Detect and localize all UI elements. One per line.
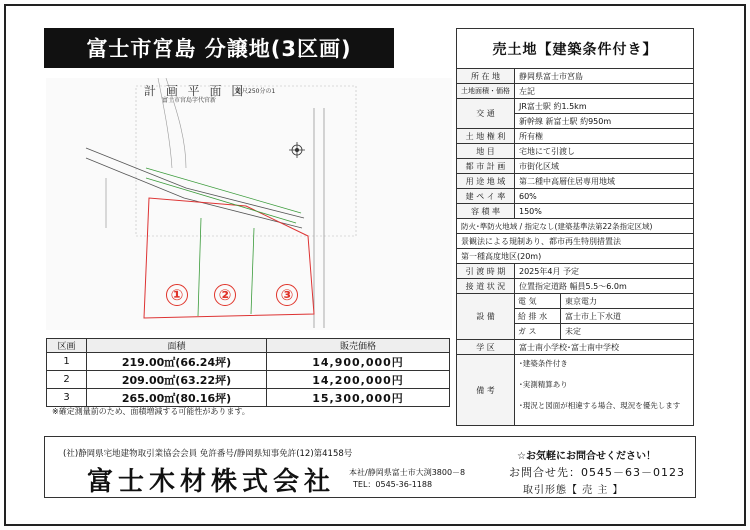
value-transport-2: 新幹線 新富士駅 約950m: [519, 116, 612, 126]
footer: [44, 436, 696, 498]
company-name: 富士木材株式会社: [87, 467, 336, 497]
plan-place: 富士市宮島字代官新: [162, 97, 217, 104]
lot-no: 3: [47, 389, 87, 407]
row-category: [457, 144, 693, 159]
facilities-values: [515, 294, 693, 339]
value-road: 位置指定道路 幅員5.5～6.0m: [519, 281, 627, 291]
remark-item: ･現況と図面が相違する場合、現況を優先します: [519, 401, 681, 410]
company-tel: TEL：0545-36-1188: [353, 480, 433, 489]
transaction-mode: 取引形態【 売 主 】: [523, 485, 624, 496]
value-area-price: 左記: [519, 86, 535, 96]
value-gas: 未定: [565, 327, 581, 336]
site-plan-map: [46, 78, 452, 330]
label-road: 接 道 状 況: [457, 279, 515, 293]
remark-item: ･建築条件付き: [519, 359, 568, 368]
facility-electric: [515, 294, 693, 309]
area-note: ※確定測量前のため、面積増減する可能性があります。: [52, 407, 250, 416]
label-gas: ガ ス: [515, 324, 561, 339]
lot-price: 15,300,000円: [267, 389, 450, 407]
row-far: [457, 204, 693, 219]
value-location: 静岡県富士市宮島: [519, 71, 583, 81]
label-coverage: 建 ペ イ 率: [457, 189, 515, 203]
row-fire-zone: [457, 219, 693, 234]
value-height-zone: 第一種高度地区(20m): [461, 251, 542, 261]
row-transport: [457, 99, 693, 129]
label-handover: 引 渡 時 期: [457, 264, 515, 278]
property-info-panel: [456, 28, 694, 426]
lot-area: 219.00㎡(66.24坪): [87, 353, 267, 371]
lot-area: 209.00㎡(63.22坪): [87, 371, 267, 389]
header-price: 販売価格: [267, 339, 450, 353]
row-facilities: [457, 294, 693, 340]
price-table-header: [47, 339, 450, 353]
plan-scale: 縮尺250分の1: [236, 88, 276, 95]
row-height-zone: [457, 249, 693, 264]
lot-price: 14,200,000円: [267, 371, 450, 389]
remarks-list: [515, 355, 693, 425]
label-electric: 電 気: [515, 294, 561, 308]
value-coverage: 60%: [519, 191, 537, 201]
lot-no: 1: [47, 353, 87, 371]
value-handover: 2025年4月 予定: [519, 266, 579, 276]
table-row: [47, 389, 450, 407]
transport-values: [515, 99, 693, 128]
value-transport-1: JR富士駅 約1.5km: [515, 99, 693, 114]
label-category: 地 目: [457, 144, 515, 158]
lot-no: 2: [47, 371, 87, 389]
label-school: 学 区: [457, 340, 515, 354]
plan-title: 計 画 平 面 図: [144, 84, 247, 98]
label-facilities: 設 備: [457, 294, 515, 339]
contact-phone: お問合せ先：0545－63－0123: [509, 466, 685, 479]
label-rights: 土 地 権 利: [457, 129, 515, 143]
facility-water: [515, 309, 693, 324]
remark-item: ･実測精算あり: [519, 380, 568, 389]
label-water: 給 排 水: [515, 309, 561, 323]
value-category: 宅地にて引渡し: [519, 146, 575, 156]
label-zoning: 用 途 地 域: [457, 174, 515, 188]
label-remarks: 備 考: [457, 355, 515, 425]
row-school: [457, 340, 693, 355]
value-rights: 所有権: [519, 131, 543, 141]
contact-cta: ☆お気軽にお問合せください！: [517, 451, 656, 462]
row-coverage: [457, 189, 693, 204]
table-row: [47, 371, 450, 389]
row-zoning: [457, 174, 693, 189]
label-area-price: 土地面積・価格: [457, 84, 515, 98]
value-fire-zone: 防火･準防火地域 / 指定なし(建築基準法第22条指定区域): [461, 221, 653, 231]
value-landscape: 景観法による規制あり、都市再生特別措置法: [461, 236, 621, 246]
price-table: [46, 338, 450, 407]
row-remarks: [457, 355, 693, 425]
value-far: 150%: [519, 206, 542, 216]
value-school: 富士南小学校･富士南中学校: [519, 342, 619, 352]
value-city-plan: 市街化区域: [519, 161, 559, 171]
value-zoning: 第二種中高層住居専用地域: [519, 176, 615, 186]
facility-gas: [515, 324, 693, 339]
header-lot: 区画: [47, 339, 87, 353]
lot-marker-1: ①: [166, 284, 188, 306]
row-location: [457, 69, 693, 84]
page-title: 富士市宮島 分譲地(3区画): [44, 28, 394, 68]
lot-area: 265.00㎡(80.16坪): [87, 389, 267, 407]
label-far: 容 積 率: [457, 204, 515, 218]
value-electric: 東京電力: [565, 296, 597, 306]
row-area-price: [457, 84, 693, 99]
label-location: 所 在 地: [457, 69, 515, 83]
value-water: 富士市上下水道: [565, 311, 621, 321]
row-city-plan: [457, 159, 693, 174]
label-transport: 交 通: [457, 99, 515, 128]
info-title: 売土地【建築条件付き】: [457, 29, 693, 69]
row-road: [457, 279, 693, 294]
association-text: (社)静岡県宅地建物取引業協会会員 免許番号/静岡県知事免許(12)第4158号: [63, 449, 353, 459]
row-handover: [457, 264, 693, 279]
company-address: 本社/静岡県富士市大渕3800－8: [349, 468, 466, 477]
label-city-plan: 都 市 計 画: [457, 159, 515, 173]
row-rights: [457, 129, 693, 144]
row-landscape: [457, 234, 693, 249]
header-area: 面積: [87, 339, 267, 353]
lot-marker-2: ②: [214, 284, 236, 306]
lot-price: 14,900,000円: [267, 353, 450, 371]
lot-marker-3: ③: [276, 284, 298, 306]
table-row: [47, 353, 450, 371]
